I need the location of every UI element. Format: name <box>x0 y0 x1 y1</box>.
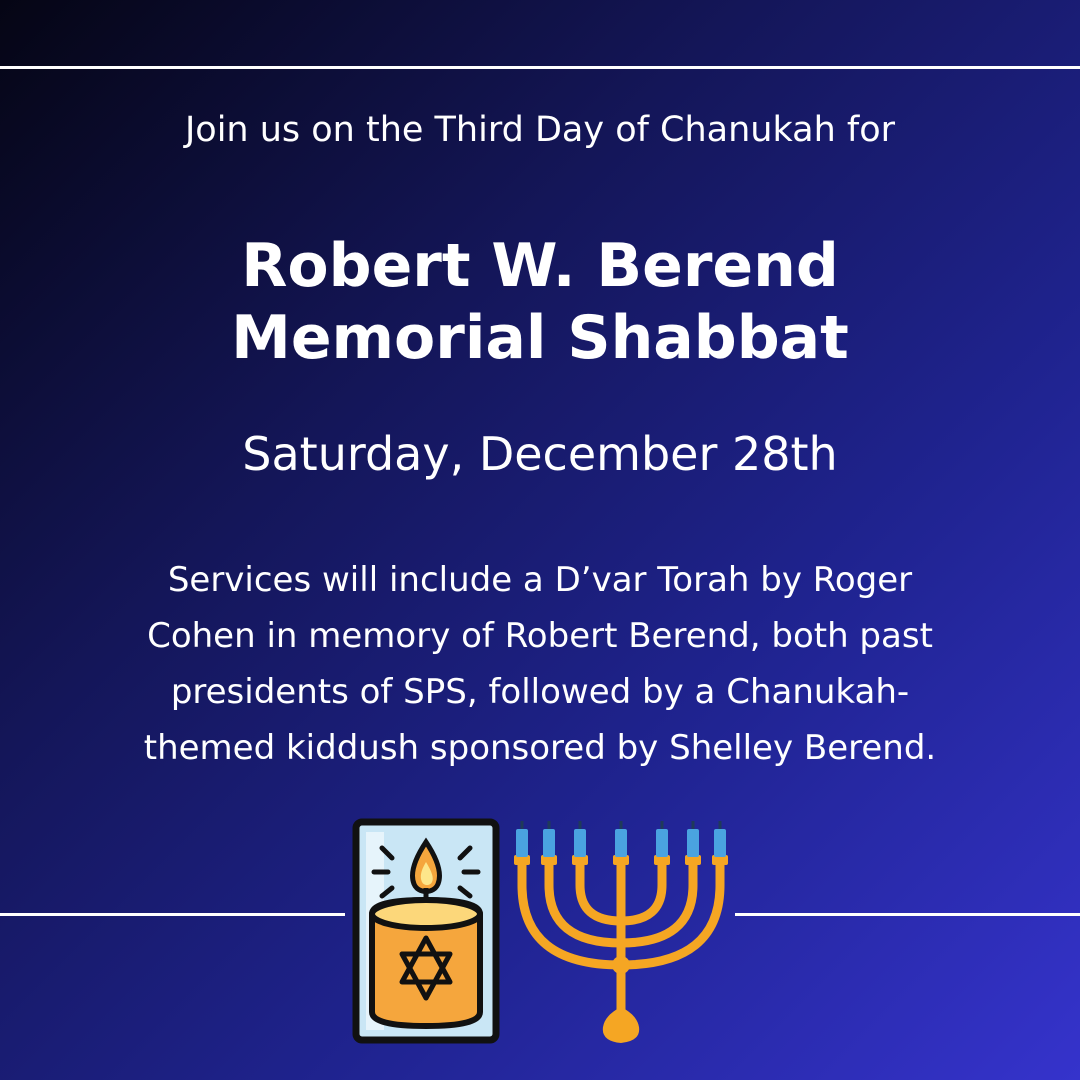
description-line-4: themed kiddush sponsored by Shelley Berend. <box>143 728 937 768</box>
event-title-line-1: Robert W. Berend <box>241 231 839 301</box>
event-title-line-2: Memorial Shabbat <box>231 303 849 373</box>
event-title <box>0 230 1080 374</box>
description-line-2: Cohen in memory of Robert Berend, both past <box>147 616 933 656</box>
yahrzeit-candle-icon <box>352 818 500 1044</box>
menorah-icon <box>505 815 737 1047</box>
intro-text: Join us on the Third Day of Chanukah for <box>184 110 896 150</box>
description-line-1: Services will include a D’var Torah by Roger <box>167 560 913 600</box>
bottom-divider-left <box>0 913 345 916</box>
description-line-3: presidents of SPS, followed by a Chanukah- <box>170 672 910 712</box>
top-divider <box>0 66 1080 69</box>
bottom-divider-right <box>735 913 1080 916</box>
event-date: Saturday, December 28th <box>242 427 838 481</box>
event-description <box>0 552 1080 776</box>
